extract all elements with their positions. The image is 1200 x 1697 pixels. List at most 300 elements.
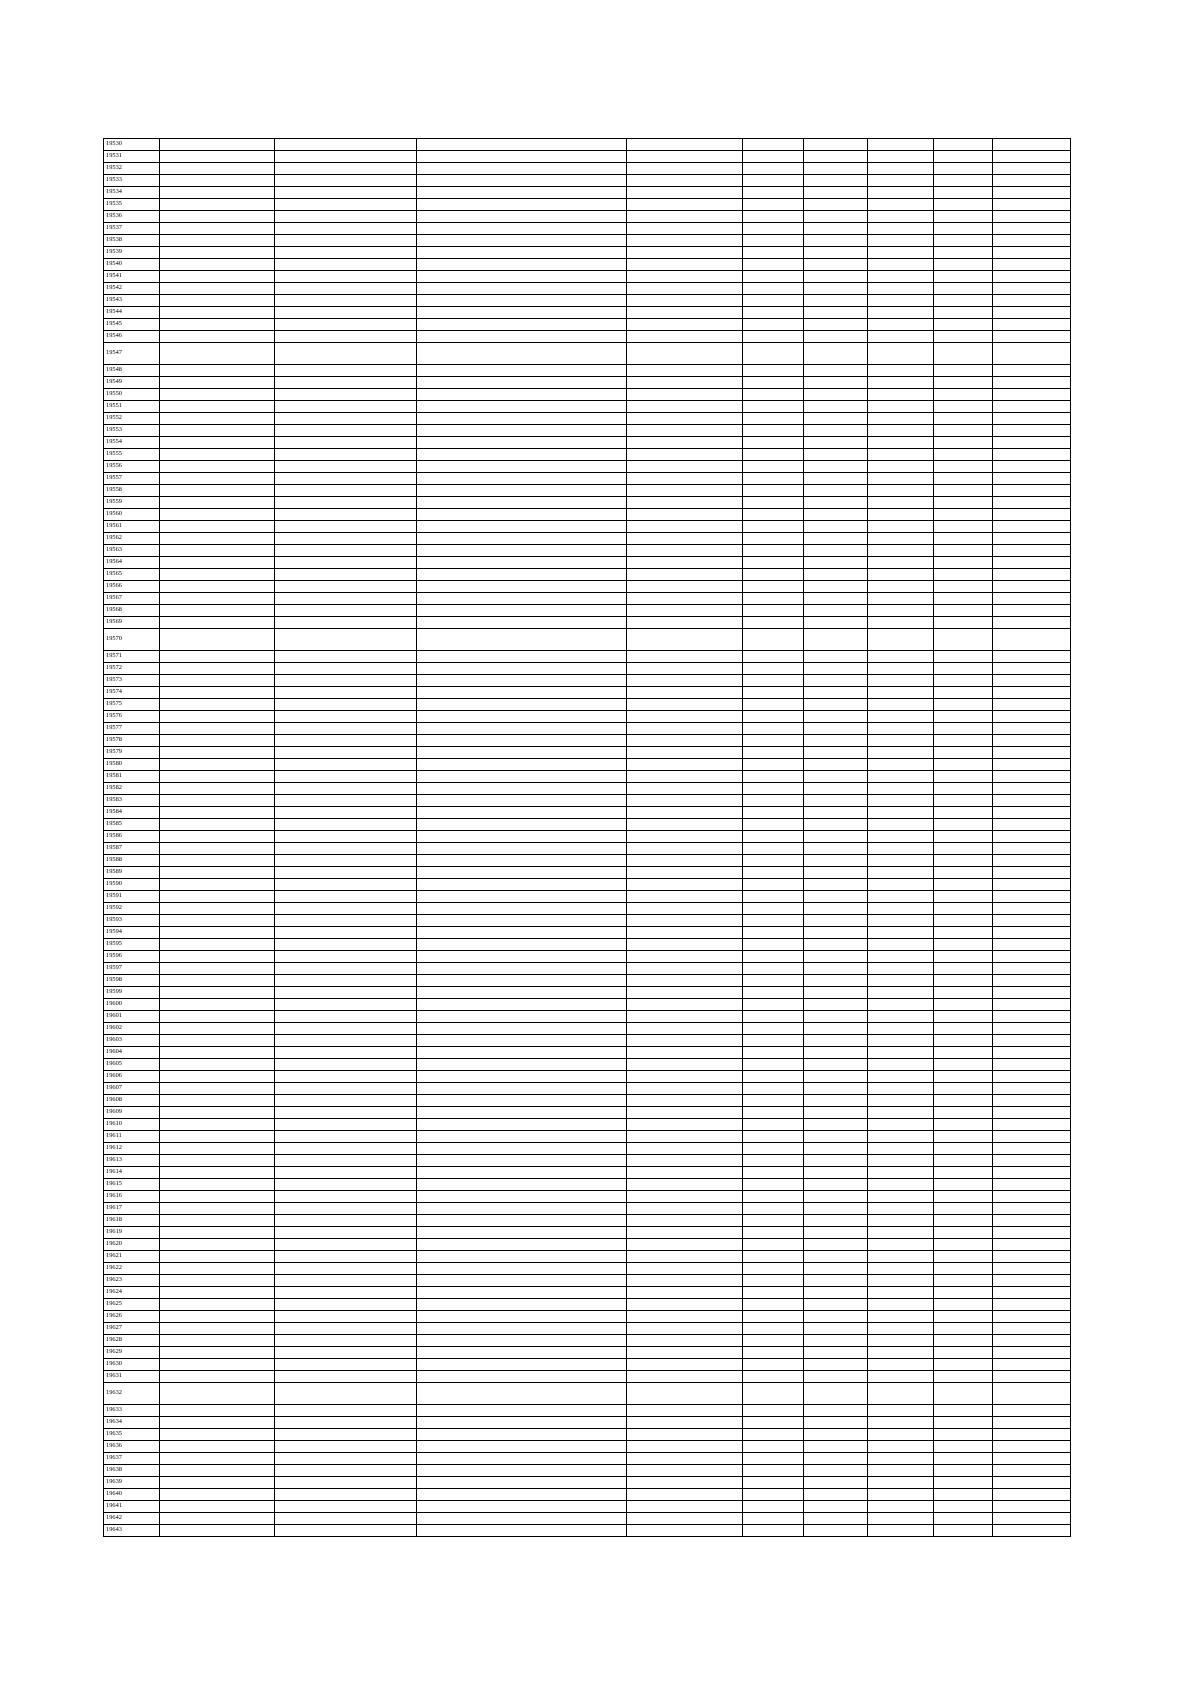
cell-code — [627, 1299, 743, 1311]
cell-dist — [160, 1513, 275, 1525]
cell-vol — [868, 1131, 934, 1143]
cell-dist — [160, 521, 275, 533]
table-row — [104, 663, 1071, 675]
table-row — [104, 723, 1071, 735]
cell-num: 19589 — [104, 867, 160, 879]
cell-code — [627, 1323, 743, 1335]
cell-code — [627, 413, 743, 425]
cell-town — [275, 687, 417, 699]
register-table-body — [104, 139, 1071, 1537]
cell-num: 19637 — [104, 1453, 160, 1465]
cell-code — [627, 1227, 743, 1239]
cell-addr — [417, 1465, 627, 1477]
cell-num: 19627 — [104, 1323, 160, 1335]
cell-vol — [868, 819, 934, 831]
cell-addr — [417, 1107, 627, 1119]
table-row — [104, 593, 1071, 605]
cell-town — [275, 1071, 417, 1083]
cell-type — [993, 461, 1071, 473]
cell-town — [275, 605, 417, 617]
cell-addr — [417, 663, 627, 675]
cell-town — [275, 975, 417, 987]
cell-qty — [934, 903, 993, 915]
cell-vol — [868, 307, 934, 319]
cell-town — [275, 1347, 417, 1359]
cell-lon — [804, 365, 868, 377]
cell-vol — [868, 1023, 934, 1035]
cell-vol — [868, 915, 934, 927]
cell-dist — [160, 759, 275, 771]
cell-type — [993, 675, 1071, 687]
cell-num: 19643 — [104, 1525, 160, 1537]
cell-code — [627, 437, 743, 449]
cell-addr — [417, 151, 627, 163]
cell-num: 19641 — [104, 1501, 160, 1513]
cell-addr — [417, 915, 627, 927]
cell-code — [627, 723, 743, 735]
cell-lat — [743, 1405, 804, 1417]
table-row — [104, 223, 1071, 235]
table-row — [104, 497, 1071, 509]
cell-dist — [160, 771, 275, 783]
table-row — [104, 1047, 1071, 1059]
table-row — [104, 211, 1071, 223]
cell-vol — [868, 581, 934, 593]
cell-lon — [804, 987, 868, 999]
cell-town — [275, 1275, 417, 1287]
cell-town — [275, 723, 417, 735]
cell-addr — [417, 199, 627, 211]
cell-lat — [743, 533, 804, 545]
cell-dist — [160, 1095, 275, 1107]
cell-qty — [934, 497, 993, 509]
cell-town — [275, 425, 417, 437]
cell-vol — [868, 1203, 934, 1215]
cell-dist — [160, 1383, 275, 1405]
cell-qty — [934, 663, 993, 675]
cell-type — [993, 1035, 1071, 1047]
cell-code — [627, 1405, 743, 1417]
cell-addr — [417, 1227, 627, 1239]
cell-num: 19565 — [104, 569, 160, 581]
cell-code — [627, 771, 743, 783]
cell-addr — [417, 175, 627, 187]
table-row — [104, 831, 1071, 843]
cell-dist — [160, 1453, 275, 1465]
cell-qty — [934, 295, 993, 307]
cell-lat — [743, 1263, 804, 1275]
cell-num: 19582 — [104, 783, 160, 795]
cell-dist — [160, 903, 275, 915]
cell-type — [993, 1203, 1071, 1215]
cell-num: 19578 — [104, 735, 160, 747]
cell-vol — [868, 1525, 934, 1537]
cell-code — [627, 759, 743, 771]
cell-type — [993, 867, 1071, 879]
cell-dist — [160, 581, 275, 593]
cell-lon — [804, 533, 868, 545]
cell-qty — [934, 461, 993, 473]
cell-addr — [417, 1203, 627, 1215]
cell-qty — [934, 1441, 993, 1453]
cell-lon — [804, 307, 868, 319]
cell-lon — [804, 1035, 868, 1047]
cell-lon — [804, 1071, 868, 1083]
cell-qty — [934, 331, 993, 343]
cell-vol — [868, 211, 934, 223]
cell-vol — [868, 187, 934, 199]
cell-type — [993, 343, 1071, 365]
cell-lon — [804, 1083, 868, 1095]
cell-type — [993, 855, 1071, 867]
table-row — [104, 1525, 1071, 1537]
cell-type — [993, 557, 1071, 569]
cell-num: 19599 — [104, 987, 160, 999]
cell-num: 19629 — [104, 1347, 160, 1359]
cell-vol — [868, 699, 934, 711]
cell-qty — [934, 1191, 993, 1203]
cell-type — [993, 497, 1071, 509]
cell-lon — [804, 377, 868, 389]
cell-addr — [417, 545, 627, 557]
cell-type — [993, 1347, 1071, 1359]
cell-town — [275, 1465, 417, 1477]
cell-addr — [417, 413, 627, 425]
cell-dist — [160, 1131, 275, 1143]
cell-code — [627, 593, 743, 605]
cell-code — [627, 687, 743, 699]
table-row — [104, 999, 1071, 1011]
cell-addr — [417, 437, 627, 449]
cell-vol — [868, 1107, 934, 1119]
cell-type — [993, 1323, 1071, 1335]
cell-code — [627, 295, 743, 307]
cell-vol — [868, 879, 934, 891]
cell-dist — [160, 891, 275, 903]
cell-town — [275, 175, 417, 187]
cell-qty — [934, 569, 993, 581]
table-row — [104, 401, 1071, 413]
cell-code — [627, 401, 743, 413]
cell-num: 19574 — [104, 687, 160, 699]
cell-lat — [743, 975, 804, 987]
table-row — [104, 1441, 1071, 1453]
cell-qty — [934, 699, 993, 711]
table-row — [104, 569, 1071, 581]
cell-lat — [743, 879, 804, 891]
cell-code — [627, 1287, 743, 1299]
cell-num: 19622 — [104, 1263, 160, 1275]
cell-lon — [804, 389, 868, 401]
cell-lat — [743, 1011, 804, 1023]
cell-type — [993, 927, 1071, 939]
table-row — [104, 711, 1071, 723]
cell-town — [275, 867, 417, 879]
table-row — [104, 1359, 1071, 1371]
cell-addr — [417, 605, 627, 617]
cell-num: 19608 — [104, 1095, 160, 1107]
table-row — [104, 771, 1071, 783]
cell-lat — [743, 473, 804, 485]
cell-town — [275, 569, 417, 581]
cell-lat — [743, 1429, 804, 1441]
cell-code — [627, 795, 743, 807]
cell-qty — [934, 1453, 993, 1465]
cell-vol — [868, 151, 934, 163]
cell-code — [627, 211, 743, 223]
cell-lon — [804, 1525, 868, 1537]
cell-lon — [804, 1155, 868, 1167]
cell-code — [627, 1191, 743, 1203]
table-row — [104, 365, 1071, 377]
cell-type — [993, 1023, 1071, 1035]
cell-lat — [743, 1023, 804, 1035]
cell-town — [275, 1489, 417, 1501]
cell-dist — [160, 867, 275, 879]
cell-addr — [417, 343, 627, 365]
cell-code — [627, 1417, 743, 1429]
cell-addr — [417, 831, 627, 843]
cell-town — [275, 1095, 417, 1107]
cell-num: 19642 — [104, 1513, 160, 1525]
cell-qty — [934, 927, 993, 939]
cell-dist — [160, 1119, 275, 1131]
cell-qty — [934, 581, 993, 593]
cell-type — [993, 951, 1071, 963]
table-row — [104, 319, 1071, 331]
cell-qty — [934, 771, 993, 783]
cell-qty — [934, 235, 993, 247]
cell-addr — [417, 485, 627, 497]
cell-dist — [160, 283, 275, 295]
cell-town — [275, 247, 417, 259]
table-row — [104, 843, 1071, 855]
cell-dist — [160, 975, 275, 987]
cell-type — [993, 199, 1071, 211]
cell-lon — [804, 1287, 868, 1299]
cell-type — [993, 1119, 1071, 1131]
cell-num: 19547 — [104, 343, 160, 365]
cell-num: 19571 — [104, 651, 160, 663]
cell-lat — [743, 1525, 804, 1537]
cell-town — [275, 473, 417, 485]
table-row — [104, 259, 1071, 271]
cell-dist — [160, 343, 275, 365]
cell-num: 19534 — [104, 187, 160, 199]
cell-dist — [160, 1323, 275, 1335]
cell-addr — [417, 879, 627, 891]
cell-town — [275, 843, 417, 855]
cell-vol — [868, 1405, 934, 1417]
cell-code — [627, 1059, 743, 1071]
cell-code — [627, 963, 743, 975]
cell-num: 19609 — [104, 1107, 160, 1119]
cell-qty — [934, 807, 993, 819]
cell-type — [993, 735, 1071, 747]
cell-qty — [934, 389, 993, 401]
cell-lat — [743, 485, 804, 497]
cell-qty — [934, 939, 993, 951]
cell-lon — [804, 343, 868, 365]
cell-vol — [868, 1417, 934, 1429]
cell-lat — [743, 629, 804, 651]
table-row — [104, 903, 1071, 915]
cell-vol — [868, 1227, 934, 1239]
table-row — [104, 1119, 1071, 1131]
cell-lat — [743, 1179, 804, 1191]
table-row — [104, 819, 1071, 831]
cell-qty — [934, 307, 993, 319]
table-row — [104, 1429, 1071, 1441]
cell-code — [627, 663, 743, 675]
cell-lon — [804, 1215, 868, 1227]
cell-addr — [417, 139, 627, 151]
cell-lat — [743, 247, 804, 259]
cell-addr — [417, 163, 627, 175]
cell-qty — [934, 1143, 993, 1155]
cell-lat — [743, 271, 804, 283]
cell-lon — [804, 891, 868, 903]
cell-addr — [417, 1131, 627, 1143]
cell-addr — [417, 1513, 627, 1525]
cell-town — [275, 1047, 417, 1059]
table-row — [104, 1299, 1071, 1311]
cell-type — [993, 401, 1071, 413]
cell-lat — [743, 1513, 804, 1525]
cell-lon — [804, 963, 868, 975]
cell-type — [993, 1239, 1071, 1251]
table-row — [104, 1323, 1071, 1335]
cell-type — [993, 1513, 1071, 1525]
cell-dist — [160, 1059, 275, 1071]
table-row — [104, 855, 1071, 867]
cell-dist — [160, 1299, 275, 1311]
cell-qty — [934, 1275, 993, 1287]
cell-qty — [934, 1251, 993, 1263]
cell-addr — [417, 711, 627, 723]
cell-lon — [804, 795, 868, 807]
cell-num: 19635 — [104, 1429, 160, 1441]
cell-type — [993, 1383, 1071, 1405]
cell-vol — [868, 663, 934, 675]
cell-qty — [934, 377, 993, 389]
cell-qty — [934, 711, 993, 723]
cell-addr — [417, 271, 627, 283]
cell-dist — [160, 629, 275, 651]
cell-lat — [743, 891, 804, 903]
cell-num: 19576 — [104, 711, 160, 723]
cell-qty — [934, 1011, 993, 1023]
cell-addr — [417, 473, 627, 485]
cell-lon — [804, 747, 868, 759]
cell-num: 19545 — [104, 319, 160, 331]
cell-lon — [804, 1465, 868, 1477]
cell-addr — [417, 307, 627, 319]
cell-num: 19553 — [104, 425, 160, 437]
cell-vol — [868, 377, 934, 389]
cell-type — [993, 651, 1071, 663]
cell-vol — [868, 413, 934, 425]
cell-code — [627, 307, 743, 319]
cell-lon — [804, 151, 868, 163]
cell-num: 19588 — [104, 855, 160, 867]
cell-town — [275, 831, 417, 843]
cell-num: 19611 — [104, 1131, 160, 1143]
cell-town — [275, 915, 417, 927]
cell-vol — [868, 1513, 934, 1525]
cell-qty — [934, 1167, 993, 1179]
cell-type — [993, 1417, 1071, 1429]
table-row — [104, 377, 1071, 389]
cell-vol — [868, 1465, 934, 1477]
cell-addr — [417, 807, 627, 819]
cell-code — [627, 1335, 743, 1347]
cell-qty — [934, 819, 993, 831]
cell-type — [993, 1501, 1071, 1513]
cell-qty — [934, 1263, 993, 1275]
cell-code — [627, 1465, 743, 1477]
cell-vol — [868, 593, 934, 605]
cell-addr — [417, 819, 627, 831]
cell-dist — [160, 151, 275, 163]
cell-code — [627, 235, 743, 247]
cell-vol — [868, 235, 934, 247]
cell-lat — [743, 1107, 804, 1119]
table-row — [104, 891, 1071, 903]
cell-code — [627, 449, 743, 461]
cell-lat — [743, 307, 804, 319]
table-row — [104, 783, 1071, 795]
cell-addr — [417, 223, 627, 235]
cell-num: 19543 — [104, 295, 160, 307]
cell-code — [627, 1023, 743, 1035]
table-row — [104, 1417, 1071, 1429]
cell-code — [627, 199, 743, 211]
cell-town — [275, 259, 417, 271]
cell-dist — [160, 915, 275, 927]
cell-addr — [417, 1383, 627, 1405]
cell-lon — [804, 295, 868, 307]
table-row — [104, 557, 1071, 569]
cell-lon — [804, 581, 868, 593]
cell-addr — [417, 903, 627, 915]
cell-dist — [160, 1311, 275, 1323]
cell-vol — [868, 939, 934, 951]
cell-town — [275, 747, 417, 759]
cell-vol — [868, 449, 934, 461]
cell-addr — [417, 283, 627, 295]
cell-dist — [160, 271, 275, 283]
cell-town — [275, 461, 417, 473]
cell-code — [627, 1441, 743, 1453]
cell-qty — [934, 1107, 993, 1119]
table-row — [104, 139, 1071, 151]
cell-type — [993, 903, 1071, 915]
cell-vol — [868, 783, 934, 795]
cell-type — [993, 545, 1071, 557]
cell-addr — [417, 533, 627, 545]
cell-addr — [417, 783, 627, 795]
cell-type — [993, 259, 1071, 271]
cell-vol — [868, 569, 934, 581]
cell-num: 19568 — [104, 605, 160, 617]
cell-vol — [868, 1489, 934, 1501]
cell-type — [993, 1299, 1071, 1311]
table-row — [104, 509, 1071, 521]
cell-lat — [743, 795, 804, 807]
cell-num: 19596 — [104, 951, 160, 963]
cell-num: 19626 — [104, 1311, 160, 1323]
